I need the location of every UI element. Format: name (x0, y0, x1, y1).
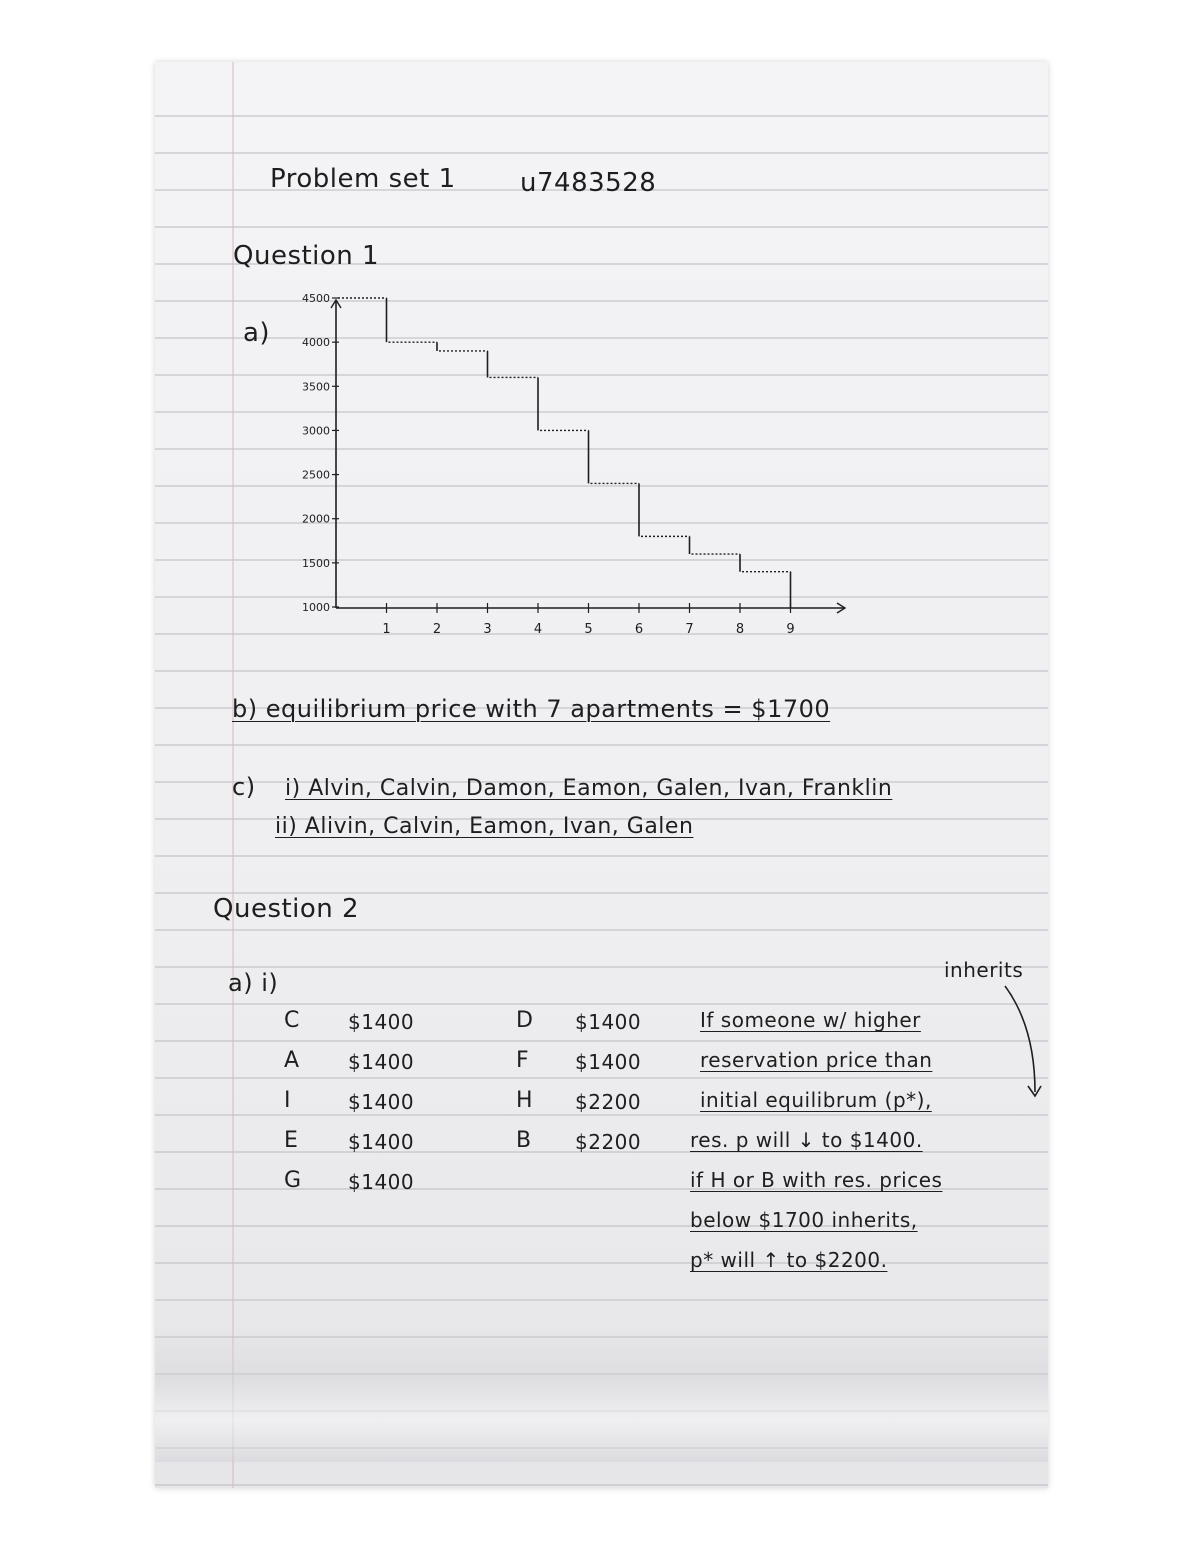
explanation-line: If someone w/ higher (700, 1008, 921, 1032)
y-tick-label: 4000 (302, 336, 330, 350)
table-row-price: $1400 (575, 1010, 642, 1034)
table-row-price: $2200 (575, 1130, 642, 1154)
table-row-price: $2200 (575, 1090, 642, 1114)
q1-part-c-label: c) (232, 773, 256, 801)
student-id: u7483528 (520, 168, 657, 198)
table-row-price: $1400 (348, 1050, 415, 1074)
q1-part-b: b) equilibrium price with 7 apartments = $1700 (232, 695, 831, 723)
q2-part-a-label: a) i) (228, 969, 279, 997)
explanation-line: below $1700 inherits, (690, 1208, 918, 1232)
y-tick-label: 1500 (302, 556, 330, 570)
inherits-note: inherits (944, 958, 1024, 982)
table-row-price: $1400 (348, 1010, 415, 1034)
x-tick-label: 1 (382, 622, 391, 637)
explanation-line: p* will ↑ to $2200. (690, 1248, 888, 1272)
table-row-price: $1400 (348, 1090, 415, 1114)
table-row-name: E (284, 1128, 299, 1153)
table-row-name: H (516, 1088, 534, 1113)
table-row-price: $1400 (348, 1170, 415, 1194)
y-tick-label: 2500 (302, 468, 330, 482)
x-tick-label: 3 (483, 622, 492, 637)
problem-set-title: Problem set 1 (270, 164, 456, 194)
explanation-line: initial equilibrum (p*), (700, 1088, 932, 1112)
q1-part-c-ii: ii) Alivin, Calvin, Eamon, Ivan, Galen (275, 814, 694, 839)
x-tick-label: 9 (786, 622, 795, 637)
x-tick-label: 6 (634, 622, 644, 637)
question-1-heading: Question 1 (233, 241, 380, 271)
x-tick-label: 2 (432, 622, 442, 637)
explanation-line: res. p will ↓ to $1400. (690, 1128, 923, 1152)
q1-part-c-i: i) Alvin, Calvin, Damon, Eamon, Galen, Ivan, Franklin (285, 776, 893, 801)
table-row-name: B (516, 1128, 532, 1153)
table-row-name: F (516, 1048, 530, 1073)
x-tick-label: 5 (584, 622, 593, 637)
q1-part-a-label: a) (243, 318, 271, 348)
table-row-name: C (284, 1008, 300, 1033)
explanation-line: reservation price than (700, 1048, 933, 1072)
table-row-name: I (284, 1088, 291, 1113)
demand-step-chart (0, 0, 1200, 660)
x-tick-label: 8 (735, 622, 745, 637)
y-tick-label: 1000 (302, 601, 330, 614)
explanation-line: if H or B with res. prices (690, 1168, 943, 1192)
y-tick-label: 2000 (302, 512, 330, 526)
paper-wrinkle (155, 1322, 1048, 1462)
question-2-heading: Question 2 (213, 894, 360, 924)
table-row-price: $1400 (575, 1050, 642, 1074)
table-row-price: $1400 (348, 1130, 415, 1154)
y-tick-label: 4500 (302, 292, 330, 305)
y-tick-label: 3000 (302, 424, 330, 438)
table-row-name: A (284, 1048, 300, 1073)
table-row-name: G (284, 1168, 302, 1193)
x-tick-label: 4 (533, 622, 543, 637)
table-row-name: D (516, 1008, 534, 1033)
y-tick-label: 3500 (302, 380, 330, 394)
x-tick-label: 7 (685, 622, 694, 637)
